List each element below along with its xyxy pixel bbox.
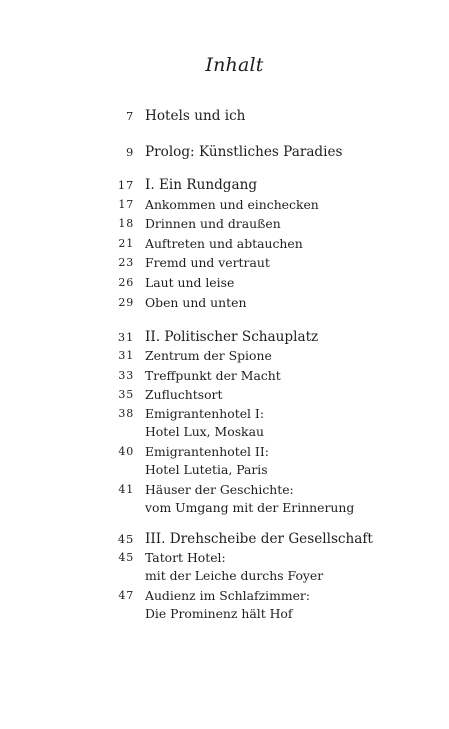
toc-entry-title — [145, 443, 435, 479]
toc-entry-line: Auftreten und abtauchen — [145, 236, 303, 251]
toc-entry-title — [145, 328, 435, 346]
toc-entry-line: Die Prominenz hält Hof — [145, 606, 293, 621]
toc-entry-line: Ankommen und einchecken — [145, 197, 319, 212]
toc-page-number: 21 — [118, 237, 134, 250]
toc-entry-line: Laut und leise — [145, 275, 235, 290]
toc-entry-line: Drinnen und draußen — [145, 216, 281, 231]
toc-page-number: 29 — [118, 296, 134, 309]
toc-page-number: 26 — [118, 276, 134, 289]
toc-entry-line: Prolog: Künstliches Paradies — [145, 144, 343, 160]
toc-entry-line: III. Drehscheibe der Gesellschaft — [145, 531, 373, 547]
toc-page-number: 38 — [118, 407, 134, 420]
toc-entry-title — [145, 347, 435, 365]
toc-page-number: 23 — [118, 256, 134, 269]
toc-entry-line: Emigrantenhotel I: — [145, 406, 264, 421]
toc-page-number: 17 — [117, 178, 134, 192]
toc-entry-line: Zentrum der Spione — [145, 348, 272, 363]
toc-entry-line: vom Umgang mit der Erinnerung — [145, 500, 355, 515]
toc-entry-line: I. Ein Rundgang — [145, 177, 258, 193]
toc-entry-title — [145, 481, 435, 517]
toc-entry-title — [145, 215, 435, 233]
toc-page-number: 45 — [118, 551, 134, 564]
toc-entry-line: Tatort Hotel: — [145, 550, 226, 565]
toc-entry-title — [145, 386, 435, 404]
toc-page-number: 41 — [118, 483, 134, 496]
toc-page-number: 40 — [118, 445, 134, 458]
toc-page-number: 45 — [117, 532, 134, 546]
toc-entry-title — [145, 254, 435, 272]
toc-page-number: 33 — [118, 369, 134, 382]
toc-entry-title — [145, 530, 435, 548]
toc-page-number: 7 — [125, 109, 134, 123]
toc-entry-line: Emigrantenhotel II: — [145, 444, 269, 459]
toc-page-number: 9 — [125, 145, 134, 159]
toc-entry-line: mit der Leiche durchs Foyer — [145, 568, 324, 583]
toc-entry-title — [145, 143, 435, 161]
toc-entry-line: Fremd und vertraut — [145, 255, 270, 270]
toc-entry-title — [145, 196, 435, 214]
toc-entry-line: Zufluchtsort — [145, 387, 223, 402]
toc-entry-title — [145, 235, 435, 253]
toc-entry-title — [145, 405, 435, 441]
toc-entry-title — [145, 587, 435, 623]
toc-entry-title — [145, 294, 435, 312]
toc-entry-line: Oben und unten — [145, 295, 247, 310]
toc-page-number: 47 — [118, 589, 134, 602]
toc-page-number: 31 — [118, 349, 134, 362]
toc-entry-line: Hotels und ich — [145, 108, 246, 124]
toc-entry-title — [145, 176, 435, 194]
toc-entry-line: II. Politischer Schauplatz — [145, 329, 319, 345]
toc-entry-line: Häuser der Geschichte: — [145, 482, 294, 497]
toc-entry-title — [145, 367, 435, 385]
toc-entry-title — [145, 274, 435, 292]
toc-entry-title — [145, 107, 435, 125]
toc-title: Inhalt — [205, 54, 264, 76]
toc-page-number: 31 — [117, 330, 134, 344]
toc-entry-line: Treffpunkt der Macht — [145, 368, 281, 383]
toc-entry-line: Audienz im Schlafzimmer: — [145, 588, 311, 603]
toc-entry-line: Hotel Lutetia, Paris — [145, 462, 268, 477]
toc-page-number: 18 — [118, 217, 134, 230]
toc-page-number: 17 — [118, 198, 134, 211]
toc-entry-line: Hotel Lux, Moskau — [145, 424, 264, 439]
toc-entry-title — [145, 549, 435, 585]
toc-page-number: 35 — [118, 388, 134, 401]
